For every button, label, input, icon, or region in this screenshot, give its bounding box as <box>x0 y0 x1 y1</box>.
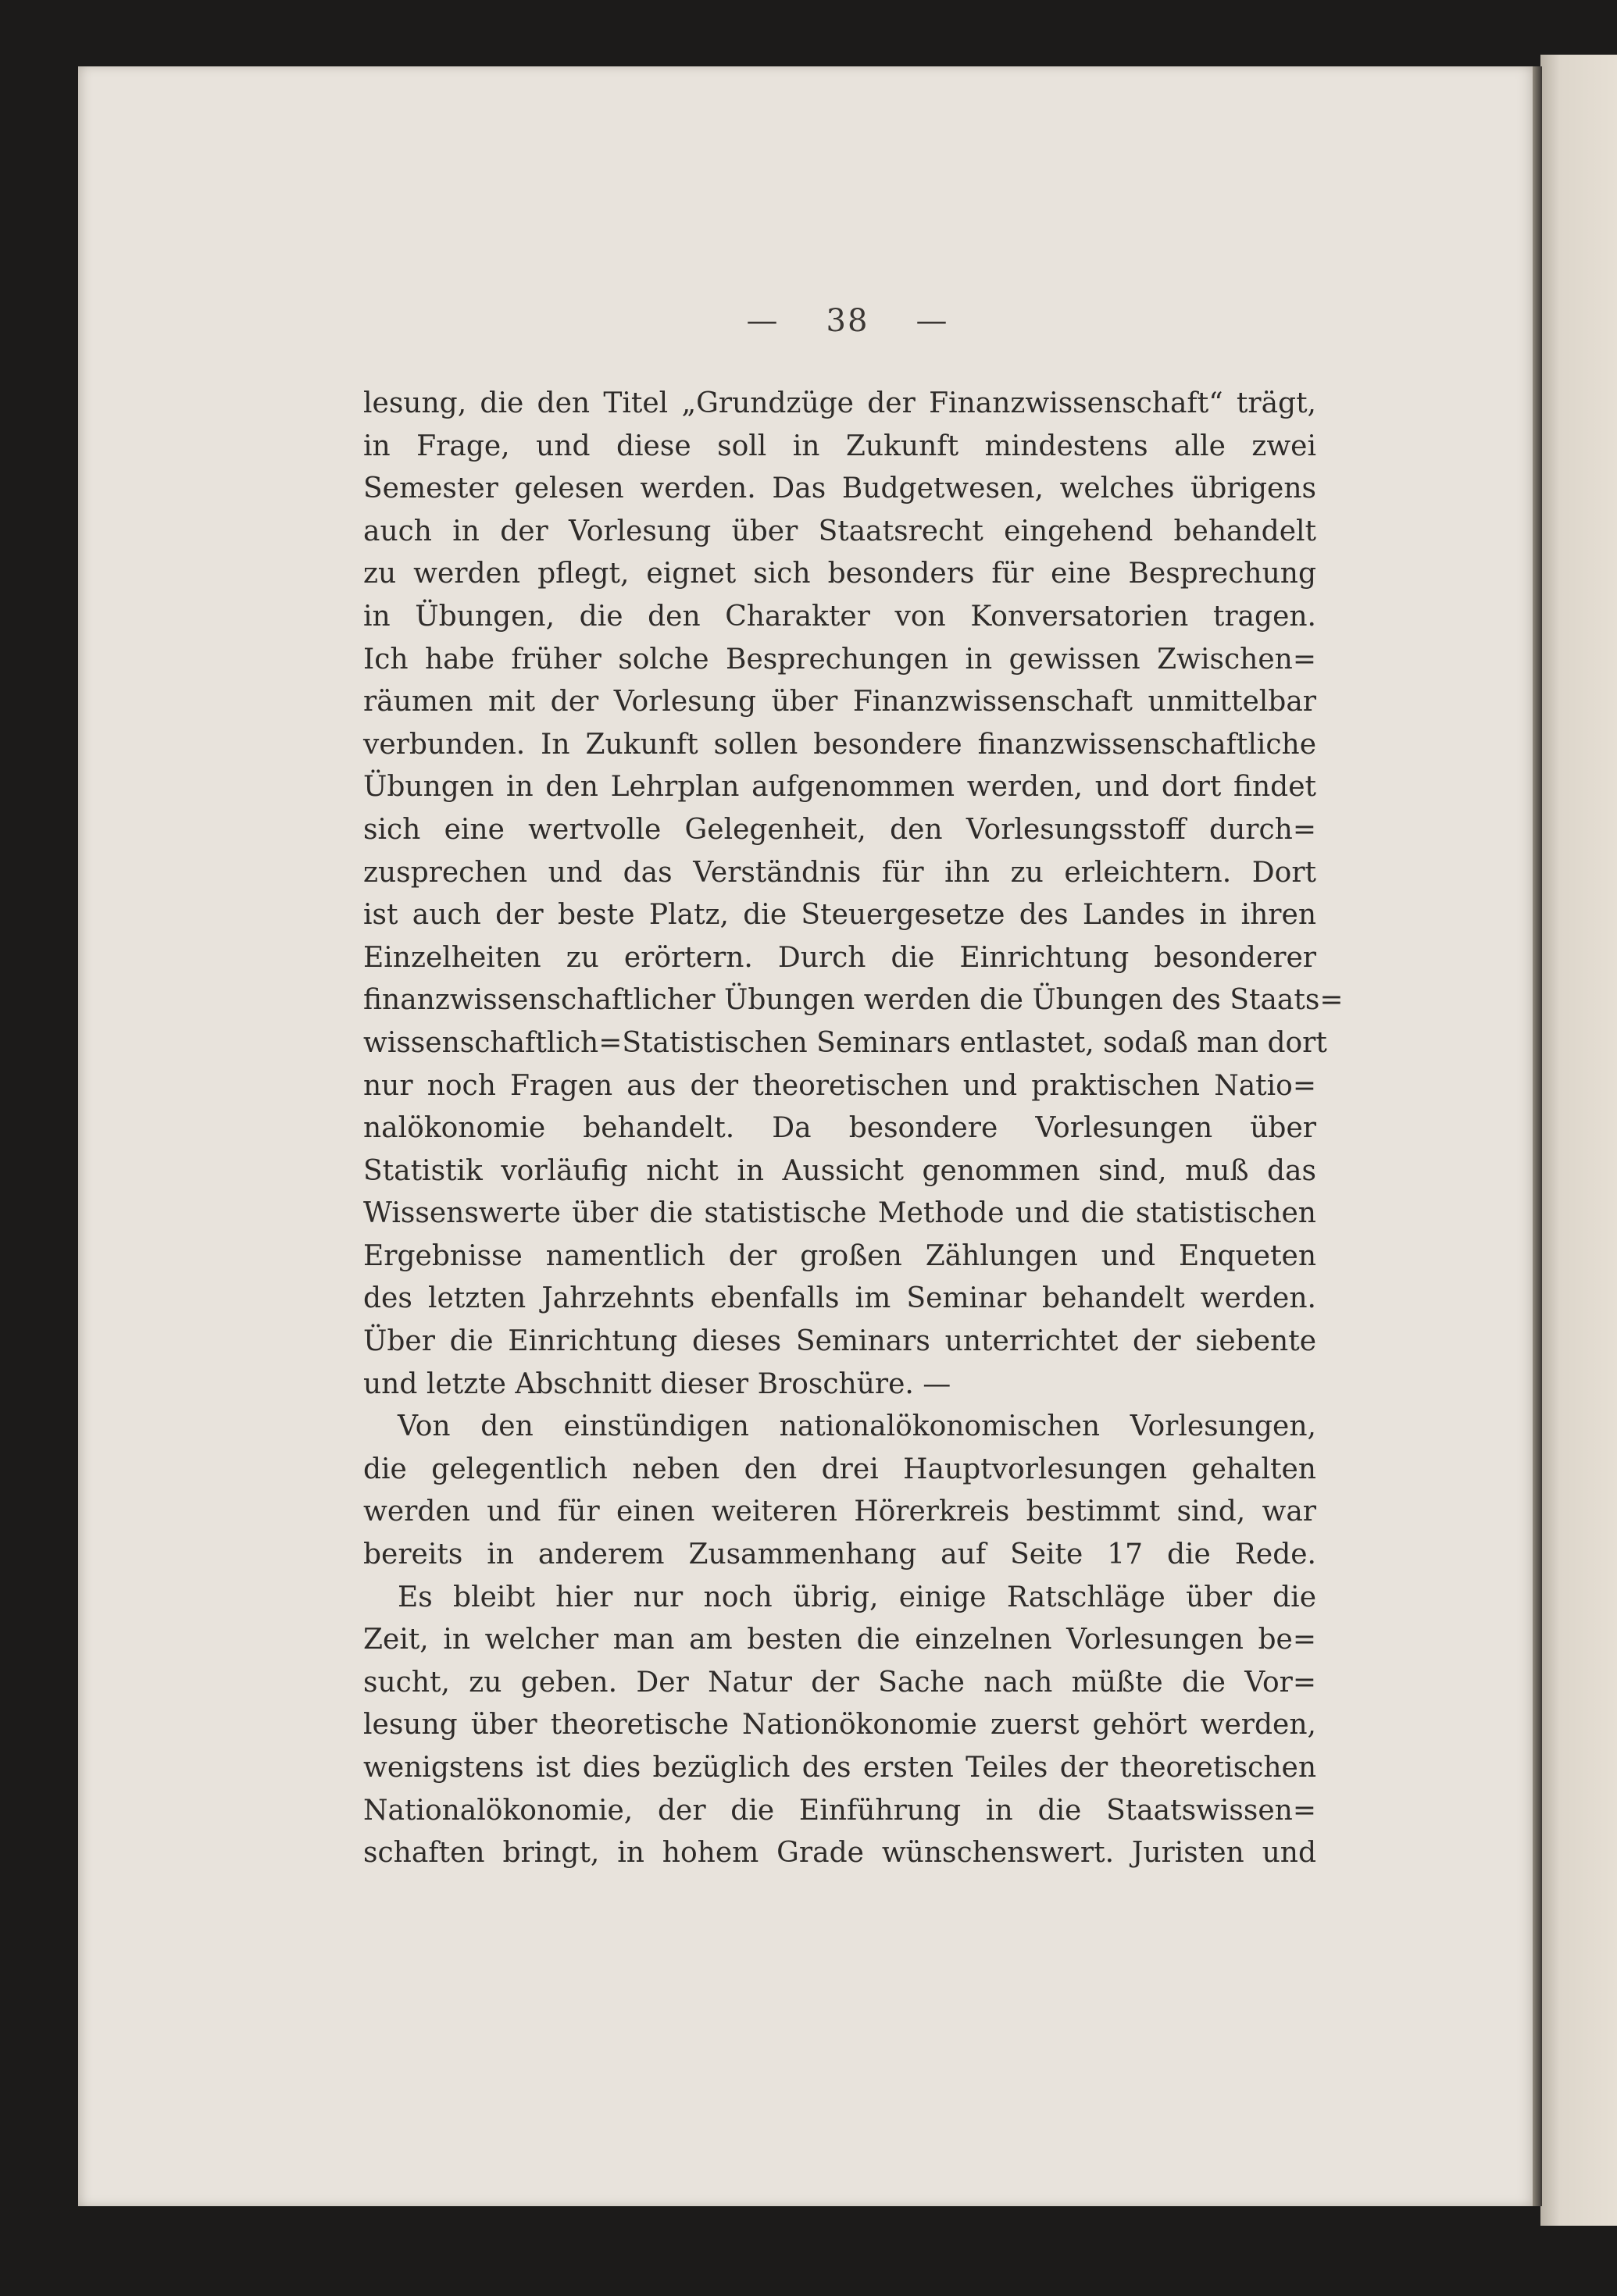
body-text <box>363 383 1344 1875</box>
text-line: nalökonomie behandelt. Da besondere Vorlesungen über <box>363 1112 1316 1145</box>
text-line: verbunden. In Zukunft sollen besondere finanzwissenschaftliche <box>363 728 1316 761</box>
text-line: zusprechen und das Verständnis für ihn zu erleichtern. Dort <box>363 856 1316 889</box>
text-line: des letzten Jahrzehnts ebenfalls im Seminar behandelt werden. <box>363 1282 1316 1315</box>
text-line: Wissenswerte über die statistische Methode und die statistischen <box>363 1197 1316 1230</box>
text-line: Einzelheiten zu erörtern. Durch die Einrichtung besonderer <box>363 941 1316 974</box>
adjacent-page-edge <box>1540 55 1617 2226</box>
text-line: auch in der Vorlesung über Staatsrecht eingehend behandelt <box>363 515 1316 547</box>
text-line: nur noch Fragen aus der theoretischen und praktischen Natio= <box>363 1069 1316 1102</box>
text-line: Ich habe früher solche Besprechungen in gewissen Zwischen= <box>363 643 1316 676</box>
text-line: Nationalökonomie, der die Einführung in die Staatswissen= <box>363 1794 1316 1827</box>
text-line: sich eine wertvolle Gelegenheit, den Vorlesungsstoff durch= <box>363 813 1316 846</box>
text-line: finanzwissenschaftlicher Übungen werden die Übungen des Staats= <box>363 984 1344 1017</box>
text-line: Statistik vorläufig nicht in Aussicht genommen sind, muß das <box>363 1154 1316 1187</box>
page-number-dash-right: — <box>916 303 949 339</box>
text-line: werden und für einen weiteren Hörerkreis bestimmt sind, war <box>363 1496 1316 1528</box>
text-line: Übungen in den Lehrplan aufgenommen werden, und dort findet <box>363 771 1316 804</box>
text-line: Ergebnisse namentlich der großen Zählungen und Enqueten <box>363 1239 1316 1272</box>
text-line: in Übungen, die den Charakter von Konversatorien tragen. <box>363 600 1316 633</box>
text-line: Von den einstündigen nationalökonomischen Vorlesungen, <box>398 1410 1316 1443</box>
text-line: lesung über theoretische Nationökonomie zuerst gehört werden, <box>363 1709 1316 1742</box>
text-line: Über die Einrichtung dieses Seminars unterrichtet der siebente <box>363 1325 1316 1358</box>
text-line: sucht, zu geben. Der Natur der Sache nach müßte die Vor= <box>363 1666 1316 1699</box>
page-number <box>0 303 1617 339</box>
text-line: die gelegentlich neben den drei Hauptvorlesungen gehalten <box>363 1453 1316 1485</box>
text-line: schaften bringt, in hohem Grade wünschenswert. Juristen und <box>363 1837 1316 1870</box>
text-line: wenigstens ist dies bezüglich des ersten Teiles der theoretischen <box>363 1752 1316 1784</box>
text-line: zu werden pflegt, eignet sich besonders für eine Besprechung <box>363 558 1316 590</box>
text-line: Zeit, in welcher man am besten die einzelnen Vorlesungen be= <box>363 1624 1316 1656</box>
text-line: und letzte Abschnitt dieser Broschüre. — <box>363 1367 951 1400</box>
page-gutter <box>1533 66 1542 2206</box>
page-number-value: 38 <box>826 303 869 339</box>
text-line: bereits in anderem Zusammenhang auf Seite 17 die Rede. <box>363 1538 1316 1571</box>
page-number-dash-left: — <box>746 303 780 339</box>
text-line: räumen mit der Vorlesung über Finanzwissenschaft unmittelbar <box>363 686 1316 718</box>
text-line: lesung, die den Titel „Grundzüge der Finanzwissenschaft“ trägt, <box>363 387 1316 419</box>
text-line: Semester gelesen werden. Das Budgetwesen, welches übrigens <box>363 472 1316 505</box>
text-line: Es bleibt hier nur noch übrig, einige Ratschläge über die <box>398 1581 1316 1613</box>
text-line: in Frage, und diese soll in Zukunft mindestens alle zwei <box>363 430 1316 462</box>
text-line: wissenschaftlich=Statistischen Seminars entlastet, sodaß man dort <box>363 1026 1327 1059</box>
text-line: ist auch der beste Platz, die Steuergesetze des Landes in ihren <box>363 899 1316 932</box>
